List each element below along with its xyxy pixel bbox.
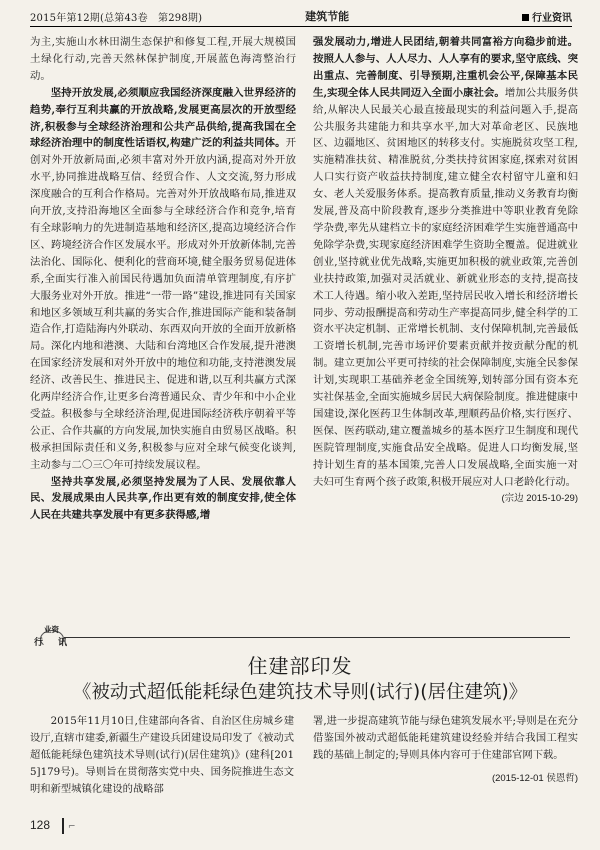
page-footer (30, 816, 230, 838)
article-left-column (30, 34, 296, 524)
paragraph (313, 34, 578, 490)
news-title: 住建部印发 (247, 656, 353, 678)
news-divider (30, 625, 570, 653)
issue-info: 2015年第12期(总第43卷 第298期) (30, 12, 203, 24)
industry-news-logo: 行 业资 讯 (34, 625, 68, 647)
news-left-column (30, 713, 294, 798)
paragraph-shared-development (30, 474, 296, 525)
page-bar (62, 818, 64, 834)
square-icon (522, 14, 529, 21)
news-body: 署,进一步提高建筑节能与绿色建筑发展水平;导则是在充分借鉴国外被动式超低能耗建筑建设经验并结合我国工程实践的基础上制定的;导则具体内容可于住建部官网下载。 (313, 715, 578, 761)
paragraph-open-development (30, 85, 296, 474)
divider-line (64, 637, 570, 638)
article-right-column (313, 34, 578, 508)
page-tick-icon: ⌐ (68, 822, 76, 832)
news-body: 2015年11月10日,住建部向各省、自治区住房城乡建设厅,直辖市建委,新疆生产建设兵团建设局印发了《被动式超低能耗绿色建筑技术导则(试行)(居住建筑)》(建科[2015]179号)。导则旨在贯彻落实党中央、国务院推进生态文明和新型城镇化建设的战略部 (30, 715, 294, 795)
emphasis-text: 坚持共享发展,必须坚持发展为了人民、发展依靠人民、发展成果由人民共享,作出更有效的制度安排,使全体人民在共建共享发展中有更多获得感,增 (30, 475, 296, 522)
body-text: 增加公共服务供给,从解决人民最关心最直接最现实的利益问题入手,提高公共服务共建能力和共享水平,加大对革命老区、民族地区、边疆地区、贫困地区的转移支付。实施脱贫攻坚工程,实施精准扶贫、精准脱贫,分类扶持贫困家庭,探索对贫困人口实行资产收益扶持制度,建立健全农村留守儿童和妇女、老人关爱服务体系。提高教育质量,推动义务教育均衡发展,普及高中阶段教育,逐步分类推进中等职业教育免除学杂费,率先从建档立卡的家庭经济困难学生实施普通高中免除学杂费,实现家庭经济困难学生资助全覆盖。促进就业创业,坚持就业优先战略,实施更加积极的就业政策,完善创业扶持政策,加强对灵活就业、新就业形态的支持,提高技术工人待遇。缩小收入差距,坚持居民收入增长和经济增长同步、劳动报酬提高和劳动生产率提高同步,健全科学的工资水平决定机制、正常增长机制、支付保障机制,完善最低工资增长机制,完善市场评价要素贡献并按贡献分配的机制。建立更加公平更可持续的社会保障制度,实施全民参保计划,实现职工基础养老金全国统筹,划转部分国有资本充实社保基金,全面实施城乡居民大病保险制度。推进健康中国建设,深化医药卫生体制改革,理顺药品价格,实行医疗、医保、医药联动,建立覆盖城乡的基本医疗卫生制度和现代医院管理制度,实施食品安全战略。促进人口均衡发展,坚持计划生育的基本国策,完善人口发展战略,全面实施一对夫妇可生育两个孩子政策,积极开展应对人口老龄化行动。 (313, 86, 578, 488)
page-number: 128 (30, 818, 51, 832)
emphasis-text: 坚持开放发展,必须顺应我国经济深度融入世界经济的趋势,奉行互利共赢的开放战略,发展更高层次的开放型经济,积极参与全球经济治理和公共产品供给,提高我国在全球经济治理中的制度性话语权,构建广泛的利益共同体。 (30, 86, 296, 150)
news-signature: (2015-12-01 侯恩哲) (491, 773, 578, 784)
article-signature: (宗边 2015-10-29) (501, 493, 578, 505)
body-text: 开创对外开放新局面,必须丰富对外开放内涵,提高对外开放水平,协同推进战略互信、经贸合作、人文交流,努力形成深度融合的互利合作格局。完善对外开放战略布局,推进双向开放,支持沿海地区全面参与全球经济合作和竞争,培育有全球影响力的先进制造基地和经济区,提高边境经济合作区、跨境经济合作区发展水平。形成对外开放新体制,完善法治化、国际化、便利化的营商环境,健全服务贸易促进体系,全面实行准入前国民待遇加负面清单管理制度,有序扩大服务业对外开放。推进“一带一路”建设,推进同有关国家和地区多领域互利共赢的务实合作,推进国际产能和装备制造合作,打造陆海内外联动、东西双向开放的全面开放新格局。深化内地和港澳、大陆和台湾地区合作发展,提升港澳在国家经济发展和对外开放中的地位和功能,支持港澳发展经济、改善民生、推进民主、促进和谐,以互利共赢方式深化两岸经济合作,让更多台湾普通民众、青少年和中小企业受益。积极参与全球经济治理,促进国际经济秩序朝着平等公正、合作共赢的方向发展,加快实施自由贸易区战略。积极承担国际责任和义务,积极参与应对全球气候变化谈判,主动参与二〇三〇年可持续发展议程。 (30, 137, 296, 471)
paragraph: 为主,实施山水林田湖生态保护和修复工程,开展大规模国土绿化行动,完善天然林保护制度,开展蓝色海湾整治行动。 (30, 36, 296, 82)
page-header (30, 6, 572, 27)
news-subtitle: 《被动式超低能耗绿色建筑技术导则(试行)(居住建筑)》 (72, 682, 528, 703)
news-right-column (313, 713, 578, 787)
journal-name: 建筑节能 (305, 10, 350, 23)
emphasis-text: 强发展动力,增进人民团结,朝着共同富裕方向稳步前进。按照人人参与、人人尽力、人人享有的要求,坚守底线、突出重点、完善制度、引导预期,注重机会公平,保障基本民生,实现全体人民共同迈入全面小康社会。 (313, 36, 578, 99)
section-label: 行业资讯 (522, 9, 572, 24)
